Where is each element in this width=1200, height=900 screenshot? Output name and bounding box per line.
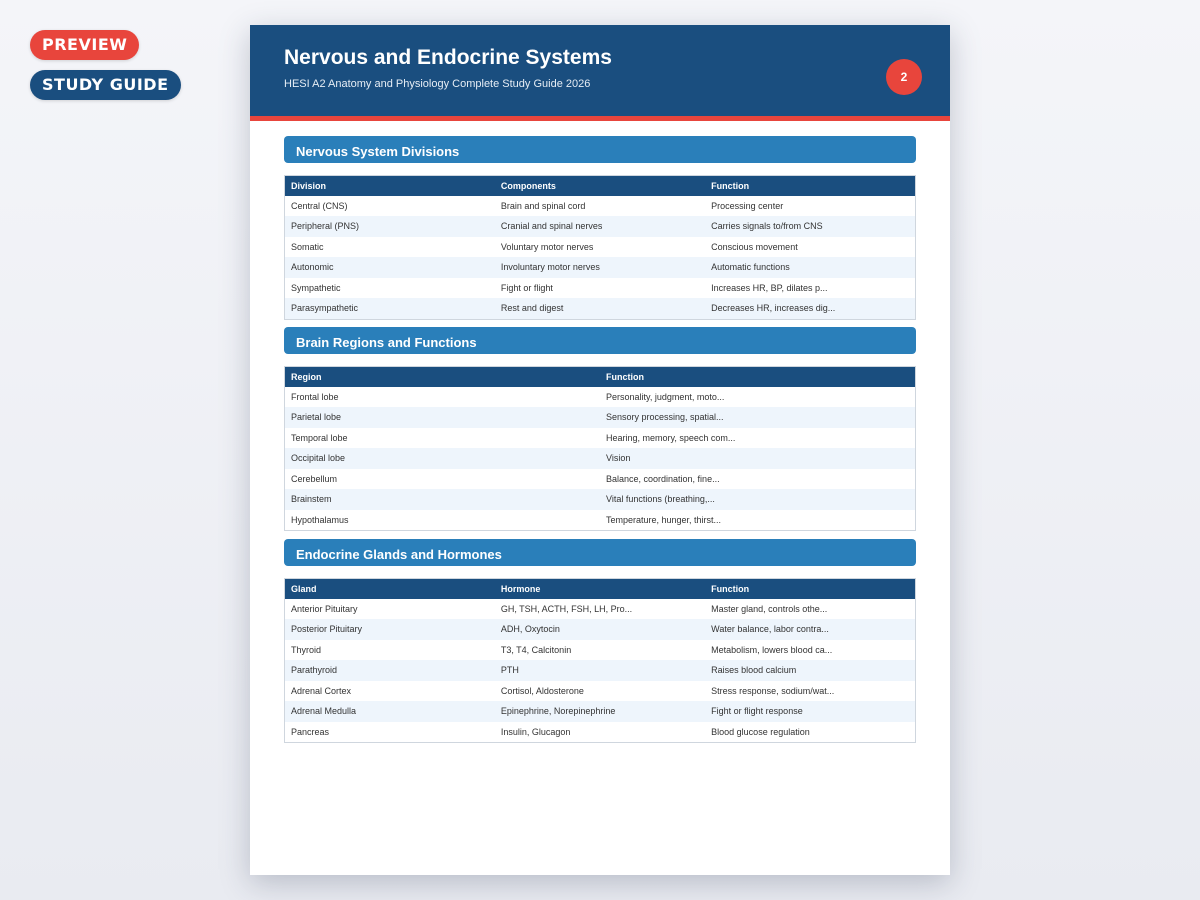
section-nervous-system-divisions: [284, 136, 916, 320]
table-row: [285, 298, 916, 319]
table-cell: Anterior Pituitary: [291, 603, 358, 614]
page-subtitle: HESI A2 Anatomy and Physiology Complete Study Guide 2026: [284, 78, 591, 90]
table-cell: Raises blood calcium: [711, 665, 797, 676]
table-cell: Insulin, Glucagon: [500, 726, 571, 737]
table-cell: Frontal lobe: [291, 391, 339, 402]
table-cell: Fight or flight response: [711, 706, 803, 717]
table-cell: Voluntary motor nerves: [500, 241, 594, 252]
table-cell: Adrenal Medulla: [291, 706, 357, 717]
column-header: Gland: [291, 583, 317, 594]
table-cell: Blood glucose regulation: [711, 726, 810, 737]
table-cell: Parietal lobe: [291, 412, 342, 423]
table-row: [285, 510, 916, 531]
table-row: [285, 599, 916, 620]
table-cell: Carries signals to/from CNS: [711, 221, 823, 232]
document-page: [250, 25, 950, 875]
table-cell: Temporal lobe: [291, 432, 348, 443]
table-header-row: [285, 367, 916, 387]
table-row: [285, 448, 916, 469]
column-header: Hormone: [500, 583, 541, 594]
column-header: Function: [711, 180, 750, 191]
table-cell: Central (CNS): [291, 200, 348, 211]
table-cell: Personality, judgment, moto...: [606, 391, 725, 402]
table-row: [285, 619, 916, 640]
column-header: Region: [291, 371, 322, 382]
table-row: [285, 387, 916, 408]
table-cell: Automatic functions: [711, 262, 790, 273]
table-cell: Occipital lobe: [291, 453, 346, 464]
table-cell: Hypothalamus: [291, 514, 349, 525]
table-cell: Posterior Pituitary: [291, 624, 363, 635]
section-title: Nervous System Divisions: [284, 136, 916, 163]
table-cell: Parathyroid: [291, 665, 338, 676]
table-cell: Stress response, sodium/wat...: [711, 685, 835, 696]
page-header: [250, 25, 950, 121]
table-cell: Autonomic: [291, 262, 334, 273]
table-cell: Temperature, hunger, thirst...: [606, 514, 722, 525]
table-cell: Pancreas: [291, 726, 330, 737]
table-cell: PTH: [500, 665, 519, 676]
table-cell: GH, TSH, ACTH, FSH, LH, Pro...: [500, 603, 633, 614]
column-header: Function: [606, 371, 644, 382]
table-cell: Conscious movement: [711, 241, 798, 252]
table-cell: Involuntary motor nerves: [500, 262, 600, 273]
table-row: [285, 701, 916, 722]
table-cell: Peripheral (PNS): [291, 221, 360, 232]
page-title: Nervous and Endocrine Systems: [284, 46, 612, 69]
table-cell: Decreases HR, increases dig...: [711, 303, 836, 314]
section-title: Endocrine Glands and Hormones: [284, 539, 916, 566]
brain-regions-table: [284, 366, 916, 531]
table-cell: Fight or flight: [500, 282, 553, 293]
section-endocrine-glands: [284, 539, 916, 743]
preview-badge: PREVIEW: [30, 30, 139, 60]
table-row: [285, 428, 916, 449]
table-cell: Epinephrine, Norepinephrine: [500, 706, 616, 717]
table-cell: Vital functions (breathing,...: [606, 494, 715, 505]
table-cell: Processing center: [711, 200, 784, 211]
table-cell: Brain and spinal cord: [500, 200, 586, 211]
table-row: [285, 196, 916, 217]
column-header: Division: [291, 180, 327, 191]
table-cell: T3, T4, Calcitonin: [500, 644, 572, 655]
table-row: [285, 257, 916, 278]
table-cell: Cranial and spinal nerves: [500, 221, 603, 232]
table-row: [285, 722, 916, 743]
table-cell: Cortisol, Aldosterone: [500, 685, 584, 696]
table-cell: Hearing, memory, speech com...: [606, 432, 736, 443]
table-cell: Rest and digest: [500, 303, 564, 314]
table-cell: Somatic: [291, 241, 324, 252]
table-header-row: [285, 176, 916, 196]
table-cell: Vision: [606, 453, 631, 464]
table-row: [285, 216, 916, 237]
table-row: [285, 469, 916, 490]
study-guide-badge: STUDY GUIDE: [30, 70, 181, 100]
table-header-row: [285, 579, 916, 599]
table-cell: Master gland, controls othe...: [711, 603, 828, 614]
table-cell: Brainstem: [291, 494, 332, 505]
page-number-badge: 2: [886, 59, 922, 95]
table-row: [285, 660, 916, 681]
table-cell: Adrenal Cortex: [291, 685, 352, 696]
column-header: Components: [500, 180, 556, 191]
column-header: Function: [711, 583, 750, 594]
table-cell: Cerebellum: [291, 473, 338, 484]
table-cell: ADH, Oxytocin: [500, 624, 560, 635]
table-cell: Parasympathetic: [291, 303, 359, 314]
table-row: [285, 489, 916, 510]
table-cell: Thyroid: [291, 644, 322, 655]
table-cell: Metabolism, lowers blood ca...: [711, 644, 833, 655]
table-row: [285, 278, 916, 299]
table-cell: Increases HR, BP, dilates p...: [711, 282, 828, 293]
table-cell: Sympathetic: [291, 282, 341, 293]
section-title: Brain Regions and Functions: [284, 327, 916, 354]
table-row: [285, 640, 916, 661]
table-cell: Balance, coordination, fine...: [606, 473, 720, 484]
table-row: [285, 407, 916, 428]
nervous-divisions-table: [284, 175, 916, 320]
table-row: [285, 237, 916, 258]
table-cell: Sensory processing, spatial...: [606, 412, 724, 423]
table-cell: Water balance, labor contra...: [711, 624, 829, 635]
section-brain-regions: [284, 327, 916, 531]
endocrine-glands-table: [284, 578, 916, 743]
table-row: [285, 681, 916, 702]
